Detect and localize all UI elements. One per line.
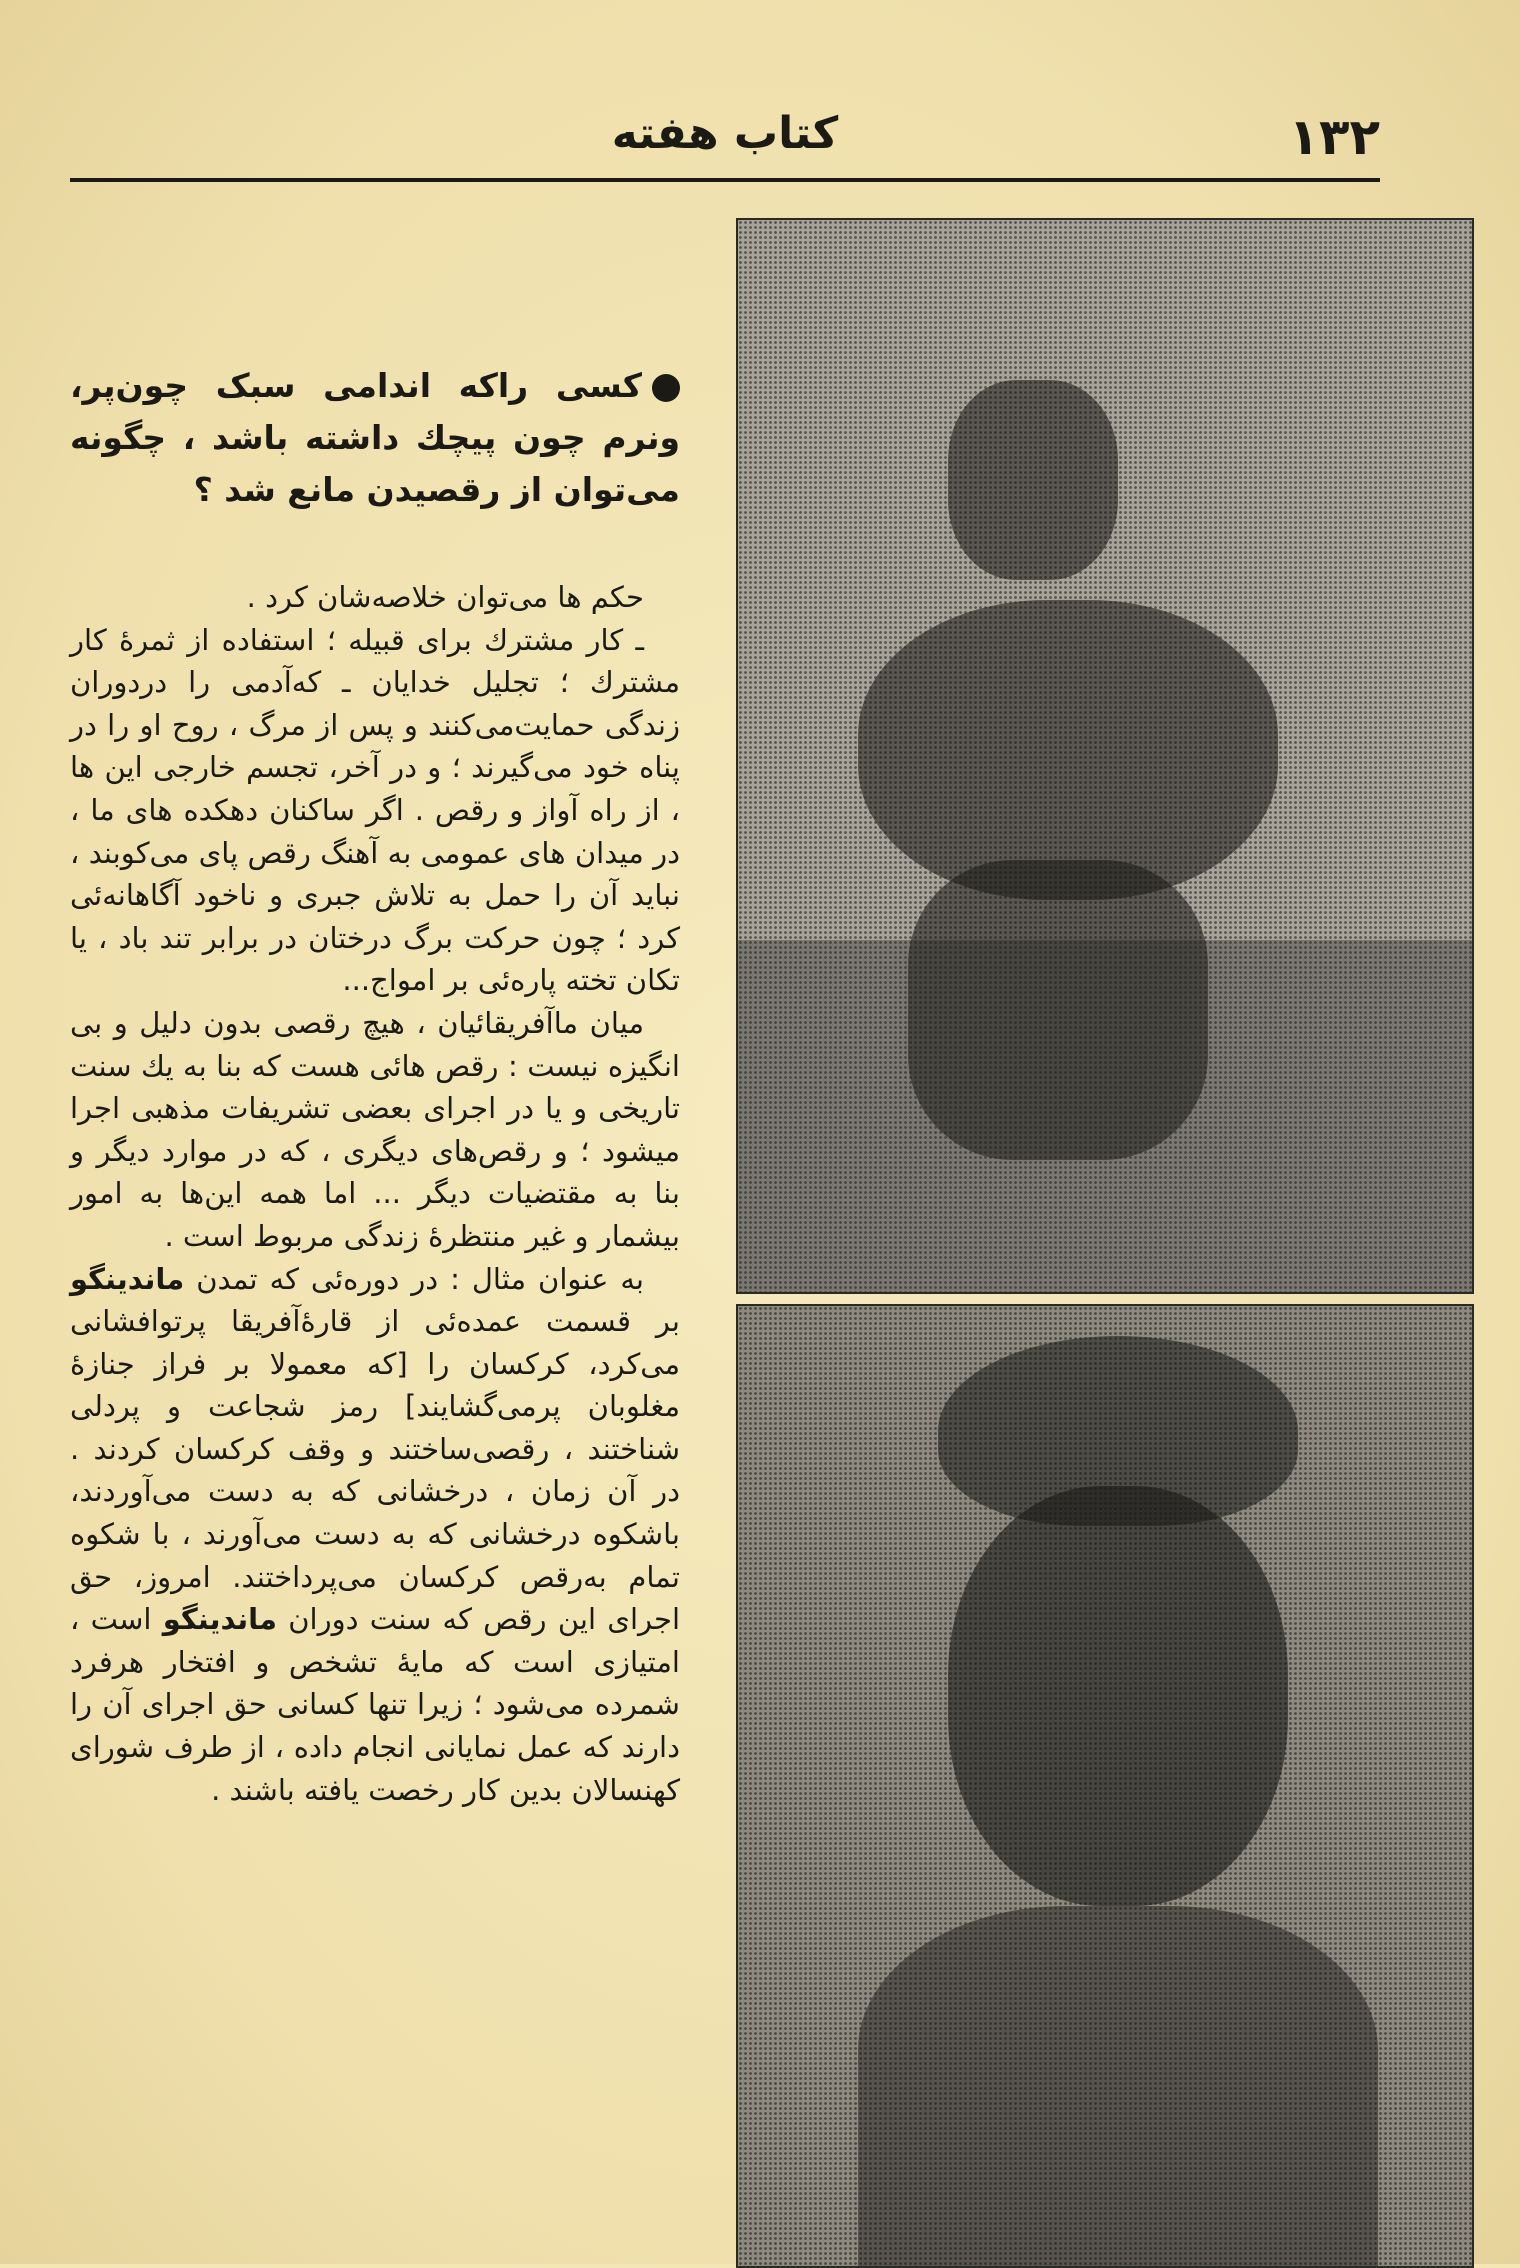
paragraph-part: است ، امتیازی است که مایهٔ تشخص و افتخار هرفرد شمرده می‌شود ؛ زیرا تنها کسانی حق اجرای آن را دارند که عمل نمایانی انجام داده ، از طرف شورای کهنسالان بدین کار رخصت یافته باشند .	[70, 1602, 680, 1807]
article-body	[70, 576, 680, 1811]
bold-term: ماندینگو	[162, 1602, 277, 1637]
article-column	[70, 360, 680, 2240]
photo-shade	[948, 1486, 1288, 1906]
page-header	[70, 100, 1380, 180]
page-number: ۱۳۲	[1288, 108, 1380, 166]
dancer-photo	[736, 218, 1474, 1294]
article-heading	[70, 360, 680, 516]
bullet-icon	[652, 374, 680, 402]
paragraph: حکم ها می‌توان خلاصه‌شان کرد .	[246, 580, 644, 614]
heading-text: کسی راکه اندامی سبک چون‌پر، ونرم چون پیچك داشته باشد ، چگونه می‌توان از رقصیدن مانع شد ؟	[70, 366, 680, 509]
header-rule	[70, 178, 1380, 182]
photo-shade	[858, 600, 1278, 900]
portrait-photo	[736, 1304, 1474, 2268]
paragraph-part: به عنوان مثال : در دوره‌ئی که تمدن	[196, 1261, 644, 1296]
paragraph	[70, 1258, 680, 1812]
photo-shade	[738, 940, 1472, 1292]
paragraph: ـ کار مشترك برای قبیله ؛ استفاده از ثمرهٔ کار مشترك ؛ تجلیل خدایان ـ که‌آدمی را دردوران زندگی حمایت‌می‌کنند و پس از مرگ ، روح او را در پناه خود می‌گیرند ؛ و در آخر، تجسم خارجی این ها ، از راه آواز و رقص . اگر ساکنان دهکده های ما ، در میدان های عمومی به آهنگ رقص پای می‌کوبند ، نباید آن را حمل به تلاش جبری و ناخود آگاهانه‌ئی کرد ؛ چون حرکت برگ درختان در برابر تند باد ، یا تکان تخته پاره‌ئی بر امواج...	[70, 622, 680, 998]
photo-shade	[858, 1906, 1378, 2266]
paragraph-part: بر قسمت عمده‌ئی از قارهٔ‌آفریقا پرتوافشانی می‌کرد، کرکسان را [که معمولا بر فراز جنازهٔ مغلوبان پرمی‌گشایند] رمز شجاعت و پردلی شناختند ، رقصی‌ساختند و وقف کرکسان کردند . در آن زمان ، درخشانی که به دست می‌آوردند، باشکوه درخشانی که به دست می‌آورند ، با شکوه تمام به‌رقص کرکسان می‌پرداختند. امروز، حق اجرای این رقص که سنت دوران	[70, 1304, 681, 1637]
photo-shade	[948, 380, 1118, 580]
bold-term: ماندینگو	[70, 1261, 185, 1296]
running-title: کتاب هفته	[611, 108, 839, 159]
paragraph: میان ماآفریقائیان ، هیچ رقصی بدون دلیل و بی انگیزه نیست : رقص هائی هست که بنا به یك سنت تاریخی و یا در اجرای بعضی تشریفات مذهبی اجرا میشود ؛ و رقص‌های دیگری ، که در موارد دیگر و بنا به مقتضیات دیگر ... اما همه این‌ها به امور بیشمار و غیر منتظرهٔ زندگی مربوط است .	[70, 1005, 680, 1253]
